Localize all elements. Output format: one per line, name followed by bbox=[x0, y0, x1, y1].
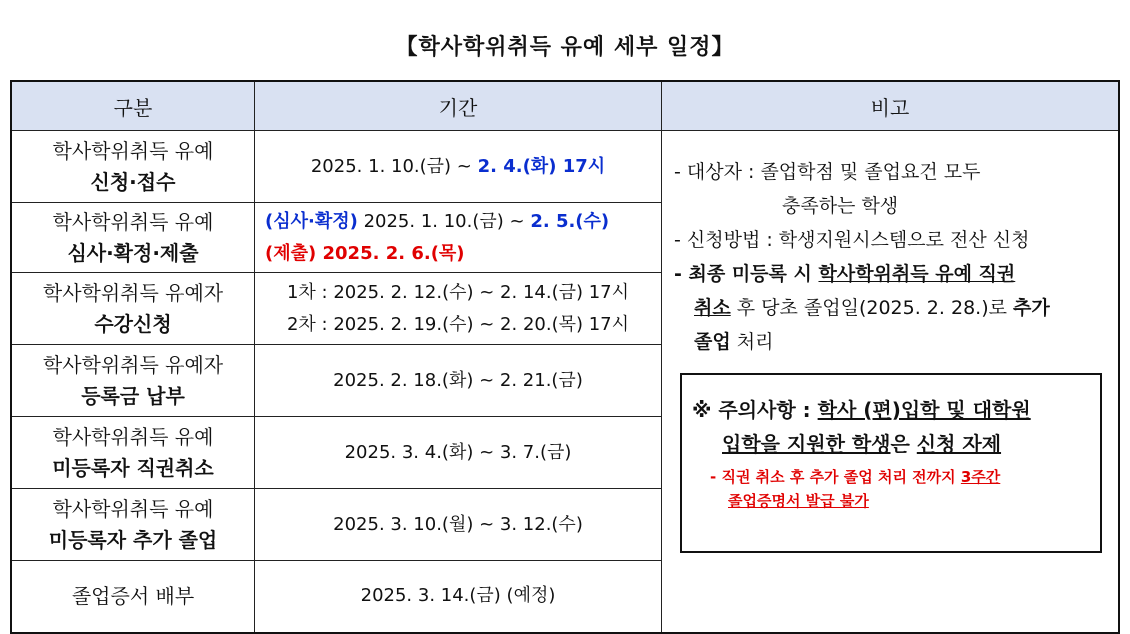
period-text: 2025. 1. 10.(금) ~ bbox=[357, 210, 531, 232]
notice-red-line1 bbox=[682, 465, 1100, 489]
category-line1: 학사학위취득 유예 bbox=[52, 209, 214, 234]
notice-l2a: 입학을 지원한 학생 bbox=[722, 432, 891, 456]
period-line2: 2차 : 2025. 2. 19.(수) ~ 2. 20.(목) 17시 bbox=[286, 313, 630, 335]
notice-red-line2 bbox=[682, 489, 1100, 513]
row-category bbox=[11, 489, 255, 561]
period-text: 2025. 1. 10.(금) ~ bbox=[310, 155, 478, 177]
remark-final-line2 bbox=[674, 291, 1108, 325]
notice-l2b: 은 bbox=[890, 432, 917, 456]
remark-final-line1 bbox=[674, 257, 1108, 291]
category-line1: 학사학위취득 유예 bbox=[52, 496, 214, 521]
row-category bbox=[11, 131, 255, 203]
notice-l1: 학사 (편)입학 및 대학원 bbox=[817, 398, 1031, 422]
row-category bbox=[11, 203, 255, 273]
notice-r1b: 3주간 bbox=[960, 468, 1001, 486]
remark-target-cont: 충족하는 학생 bbox=[782, 195, 899, 217]
notice-line1 bbox=[682, 393, 1100, 427]
remark-method: - 신청방법 : 학생지원시스템으로 전산 신청 bbox=[674, 229, 1030, 251]
remark-final-e: 추가 bbox=[1013, 297, 1050, 319]
remark-final-line3 bbox=[674, 325, 1108, 359]
notice-r1a: - 직권 취소 후 추가 졸업 처리 전까지 bbox=[710, 468, 961, 486]
document-title: 【학사학위취득 유예 세부 일정】 bbox=[395, 35, 735, 60]
category-line1: 학사학위취득 유예 bbox=[52, 424, 214, 449]
category-line1: 학사학위취득 유예자 bbox=[42, 352, 224, 377]
period-deadline: 2. 5.(수) bbox=[530, 210, 610, 232]
period-review-label: (심사·확정) bbox=[265, 210, 358, 232]
row-period bbox=[255, 203, 662, 273]
period-text: 2025. 3. 4.(화) ~ 3. 7.(금) bbox=[344, 441, 572, 463]
header-remarks: 비고 bbox=[662, 81, 1120, 131]
remark-final-g: 처리 bbox=[730, 331, 774, 353]
row-category bbox=[11, 561, 255, 633]
row-period bbox=[255, 131, 662, 203]
row-period bbox=[255, 561, 662, 633]
category-line2: 수강신청 bbox=[94, 311, 172, 336]
category-line2: 미등록자 추가 졸업 bbox=[48, 527, 218, 552]
period-text: 2025. 3. 10.(월) ~ 3. 12.(수) bbox=[333, 513, 583, 535]
remarks-cell bbox=[662, 131, 1120, 633]
header-category: 구분 bbox=[11, 81, 255, 131]
period-deadline: 2. 4.(화) 17시 bbox=[477, 155, 606, 177]
category-line2: 심사·확정·제출 bbox=[67, 240, 199, 265]
period-line1 bbox=[265, 206, 661, 238]
notice-line2 bbox=[682, 427, 1100, 461]
category-line2: 등록금 납부 bbox=[81, 383, 185, 408]
notice-mark: ※ 주의사항 : bbox=[692, 398, 818, 422]
row-period bbox=[255, 273, 662, 345]
table-row bbox=[11, 131, 1119, 203]
period-text: 2025. 2. 18.(화) ~ 2. 21.(금) bbox=[333, 369, 583, 391]
period-text: 2025. 3. 14.(금) (예정) bbox=[360, 585, 556, 607]
row-period bbox=[255, 345, 662, 417]
row-period bbox=[255, 417, 662, 489]
remark-final-f: 졸업 bbox=[694, 331, 731, 353]
header-period: 기간 bbox=[255, 81, 662, 131]
period-line1: 1차 : 2025. 2. 12.(수) ~ 2. 14.(금) 17시 bbox=[286, 281, 630, 303]
row-category bbox=[11, 345, 255, 417]
row-category bbox=[11, 417, 255, 489]
category-line1: 학사학위취득 유예 bbox=[52, 138, 214, 163]
notice-l2c: 신청 자제 bbox=[916, 432, 1002, 456]
category-line2: 신청·접수 bbox=[90, 169, 176, 194]
row-category bbox=[11, 273, 255, 345]
period-submit: (제출) 2025. 2. 6.(목) bbox=[265, 242, 465, 264]
remark-final-d: 후 당초 졸업일(2025. 2. 28.)로 bbox=[730, 297, 1013, 319]
row-period bbox=[255, 489, 662, 561]
notice-r2: 졸업증명서 발급 불가 bbox=[728, 492, 869, 510]
category-line2: 미등록자 직권취소 bbox=[52, 455, 214, 480]
notice-box bbox=[680, 373, 1102, 553]
remark-final-c: 취소 bbox=[694, 297, 731, 319]
schedule-table bbox=[10, 80, 1120, 634]
table-header-row bbox=[11, 81, 1119, 131]
remark-target: - 대상자 : 졸업학점 및 졸업요건 모두 bbox=[674, 161, 981, 183]
category-line1: 졸업증서 배부 bbox=[71, 583, 195, 608]
remark-final-a: - 최종 미등록 시 bbox=[674, 263, 819, 285]
remark-final-b: 학사학위취득 유예 직권 bbox=[818, 263, 1016, 285]
category-line1: 학사학위취득 유예자 bbox=[42, 280, 224, 305]
